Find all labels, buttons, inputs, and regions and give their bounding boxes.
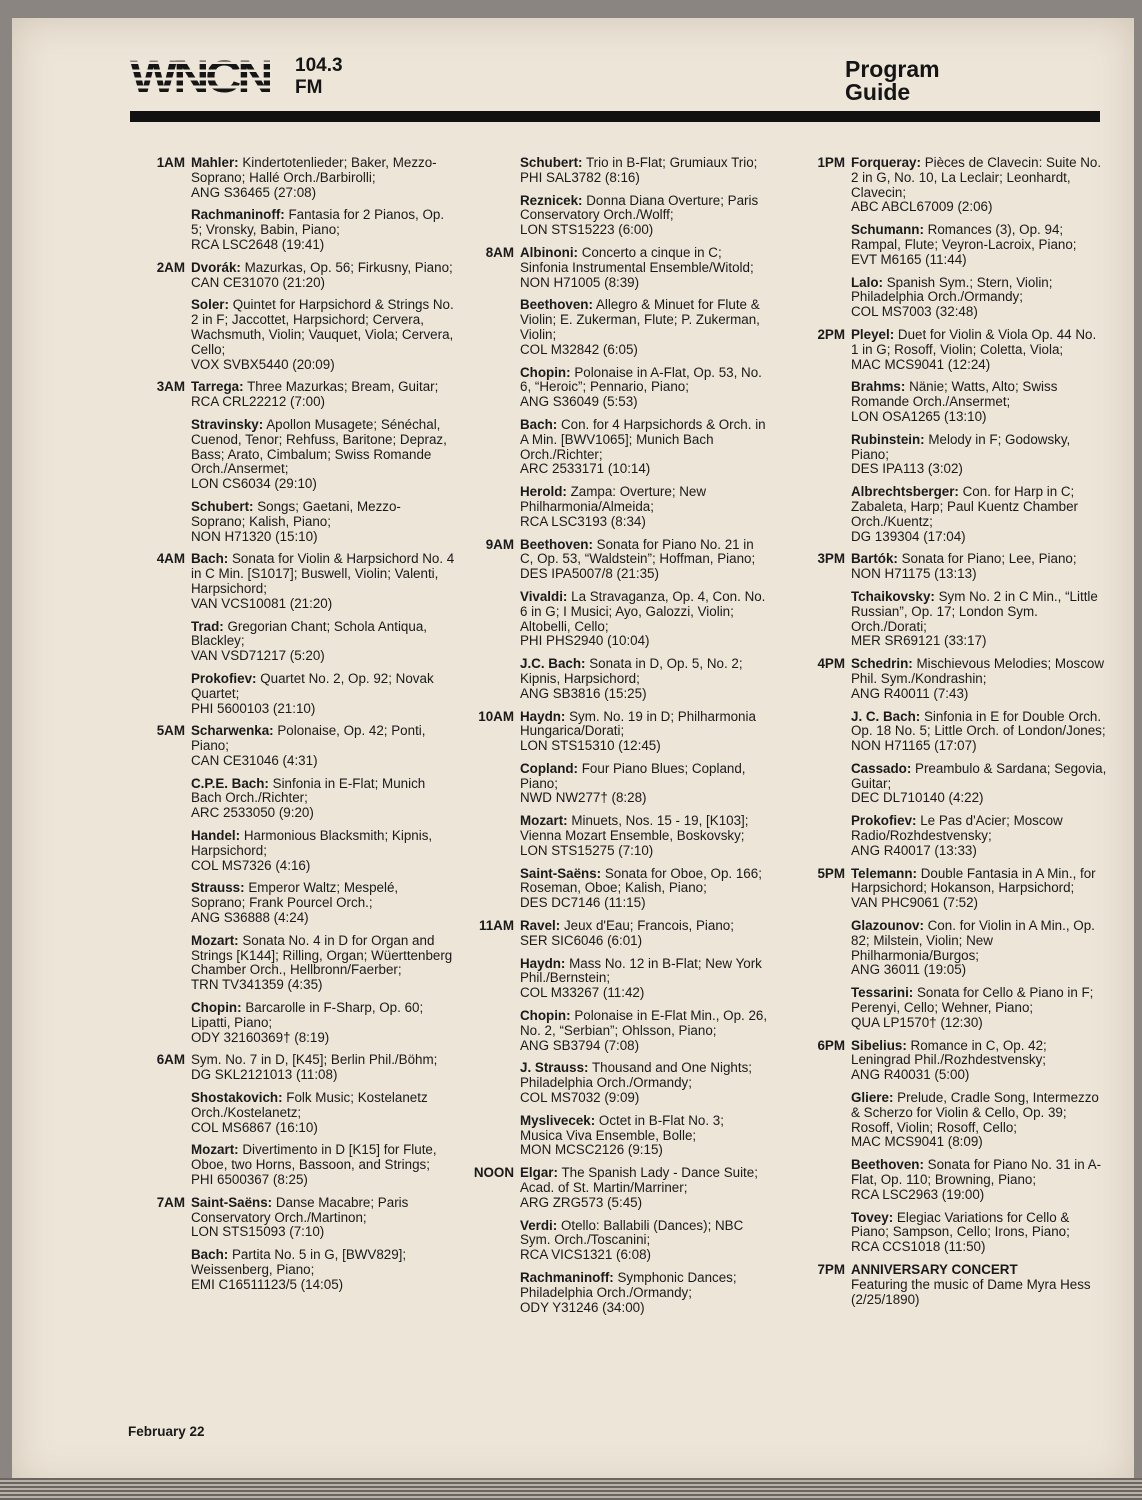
record-label: QUA LP1570† (12:30) bbox=[851, 1014, 983, 1030]
program-entry bbox=[795, 156, 1107, 215]
program-entry bbox=[795, 380, 1107, 424]
record-label: MAC MCS9041 (8:09) bbox=[851, 1134, 983, 1150]
program-entry bbox=[795, 986, 1107, 1030]
work-details: Donna Diana Overture; Paris Conservatory Orch./Wolff; bbox=[520, 192, 759, 223]
program-entry bbox=[135, 1091, 455, 1135]
time-slot: 7PM bbox=[817, 1262, 845, 1277]
time-slot: 4PM bbox=[817, 656, 845, 672]
record-label: ANG SB3816 (15:25) bbox=[520, 685, 647, 701]
time-slot: 4AM bbox=[156, 551, 185, 567]
work-details: Polonaise in A-Flat, Op. 53, No. 6, “Heroic”; Pennario, Piano; bbox=[520, 364, 762, 395]
program-entry bbox=[795, 485, 1107, 544]
work-details: Sinfonia in E for Double Orch. Op. 18 No. 5; Little Orch. of London/Jones; bbox=[851, 708, 1106, 739]
record-label: COL M32842 (6:05) bbox=[520, 341, 638, 357]
composer: J. Strauss: bbox=[520, 1060, 589, 1076]
program-entry bbox=[795, 762, 1107, 806]
composer: ANNIVERSARY CONCERT bbox=[851, 1262, 1018, 1277]
composer: Handel: bbox=[191, 828, 241, 844]
composer: Shostakovich: bbox=[191, 1090, 283, 1106]
record-label: VAN VSD71217 (5:20) bbox=[191, 648, 325, 664]
composer: Elgar: bbox=[520, 1165, 558, 1181]
work-details: Quintet for Harpsichord & Strings No. 2 in F; Jaccottet, Harpsichord; Cervera, Wachsmuth, Violin; Vauquet, Viola; Cervera, Cello; bbox=[191, 297, 454, 357]
work-details: Sonata No. 4 in D for Organ and Strings [K144]; Rilling, Organ; Wüerttenberg Chamber Orch., Hellbronn/Faerber; bbox=[191, 932, 453, 978]
record-label: COL MS7003 (32:48) bbox=[851, 304, 978, 320]
composer: Schubert: bbox=[191, 498, 254, 514]
record-label: LON STS15310 (12:45) bbox=[520, 738, 661, 754]
composer: Beethoven: bbox=[520, 297, 593, 313]
work-details: Sinfonia in E-Flat; Munich Bach Orch./Richter; bbox=[191, 775, 426, 806]
program-entry bbox=[135, 1001, 455, 1045]
time-slot: 3AM bbox=[156, 379, 185, 395]
work-details: Mazurkas, Op. 56; Firkusny, Piano; bbox=[244, 259, 453, 275]
program-entry bbox=[464, 814, 769, 858]
work-details: Featuring the music of Dame Myra Hess (2/25/1890) bbox=[851, 1276, 1091, 1307]
work-details: La Stravaganza, Op. 4, Con. No. 6 in G; I Musici; Ayo, Galozzi, Violin; Altobelli, Cello; bbox=[520, 588, 766, 634]
program-entry bbox=[464, 1114, 769, 1158]
composer: Beethoven: bbox=[520, 536, 593, 552]
program-entry bbox=[464, 762, 769, 806]
composer: Prokofiev: bbox=[191, 670, 257, 686]
record-label: ANG R40011 (7:43) bbox=[851, 685, 969, 701]
record-label: NON H71320 (15:10) bbox=[191, 528, 318, 544]
title-line-2: Guide bbox=[845, 79, 911, 105]
title-line-1: Program bbox=[845, 56, 940, 82]
time-slot: 6PM bbox=[817, 1037, 845, 1053]
program-entry bbox=[464, 657, 769, 701]
time-slot: 6AM bbox=[156, 1052, 185, 1068]
work-details: Sym No. 2 in C Min., “Little Russian”, Op. 17; London Sym. Orch./Dorati; bbox=[851, 588, 1098, 634]
record-label: DES DC7146 (11:15) bbox=[520, 895, 646, 911]
composer: Haydn: bbox=[520, 955, 566, 971]
record-label: CAN CE31070 (21:20) bbox=[191, 274, 325, 290]
time-slot: 2PM bbox=[817, 326, 845, 342]
work-details: Partita No. 5 in G, [BWV829]; Weissenberg, Piano; bbox=[191, 1247, 407, 1277]
composer: Scharwenka: bbox=[191, 723, 274, 739]
composer: Rachmaninoff: bbox=[191, 207, 285, 223]
record-label: ANG 36011 (19:05) bbox=[851, 962, 967, 978]
work-details: Thousand and One Nights; Philadelphia Orch./Ormandy; bbox=[520, 1060, 753, 1091]
work-details: Con. for Harp in C; Zabaleta, Harp; Paul Kuentz Chamber Orch./Kuentz; bbox=[851, 484, 1079, 529]
record-label: RCA CRL22212 (7:00) bbox=[191, 394, 325, 410]
work-details: Sym. No. 19 in D; Philharmonia Hungarica/Dorati; bbox=[520, 708, 756, 739]
work-details: Kindertotenlieder; Baker, Mezzo-Soprano; Hallé Orch./Barbirolli; bbox=[191, 155, 437, 185]
work-details: Preambulo & Sardana; Segovia, Guitar; bbox=[851, 760, 1107, 791]
program-entry bbox=[464, 366, 769, 410]
program-entry bbox=[135, 380, 455, 410]
work-details: Polonaise, Op. 42; Ponti, Piano; bbox=[191, 723, 426, 754]
record-label: RCA LSC2648 (19:41) bbox=[191, 236, 325, 252]
record-label: ARG ZRG573 (5:45) bbox=[520, 1194, 643, 1210]
program-entry bbox=[795, 1263, 1107, 1307]
work-details: Con. for 4 Harpsichords & Orch. in A Min. [BWV1065]; Munich Bach Orch./Richter; bbox=[520, 416, 766, 462]
program-entry bbox=[135, 208, 455, 252]
program-entry bbox=[135, 261, 455, 291]
record-label: DG SKL2121013 (11:08) bbox=[191, 1067, 338, 1083]
program-entry bbox=[135, 552, 455, 611]
composer: Reznicek: bbox=[520, 192, 583, 208]
time-slot: 7AM bbox=[156, 1194, 185, 1210]
record-label: PHI 6500367 (8:25) bbox=[191, 1172, 308, 1188]
work-details: Gregorian Chant; Schola Antiqua, Blackley; bbox=[191, 618, 427, 649]
record-label: ANG R40031 (5:00) bbox=[851, 1067, 970, 1083]
work-details: Sonata for Piano No. 21 in C, Op. 53, “Waldstein”; Hoffman, Piano; bbox=[520, 536, 756, 567]
work-details: Double Fantasia in A Min., for Harpsichord; Hokanson, Harpsichord; bbox=[851, 865, 1096, 896]
record-label: NON H71005 (8:39) bbox=[520, 274, 640, 290]
composer: Verdi: bbox=[520, 1217, 558, 1233]
band: FM bbox=[295, 77, 323, 98]
program-entry bbox=[795, 814, 1107, 858]
record-label: PHI 5600103 (21:10) bbox=[191, 700, 316, 716]
program-entry bbox=[135, 156, 455, 200]
composer: Soler: bbox=[191, 297, 229, 313]
composer: Mozart: bbox=[191, 1142, 239, 1158]
record-label: ABC ABCL67009 (2:06) bbox=[851, 199, 993, 215]
composer: Myslivecek: bbox=[520, 1112, 596, 1128]
work-details: Fantasia for 2 Pianos, Op. 5; Vronsky, Babin, Piano; bbox=[191, 207, 445, 238]
composer: Saint-Saëns: bbox=[191, 1194, 273, 1210]
program-entry bbox=[135, 1248, 455, 1292]
time-slot: 5AM bbox=[156, 723, 185, 739]
record-label: VAN VCS10081 (21:20) bbox=[191, 595, 333, 611]
record-label: LON STS15223 (6:00) bbox=[520, 222, 654, 238]
composer: Rubinstein: bbox=[851, 431, 925, 447]
program-entry bbox=[464, 1219, 769, 1263]
composer: Ravel: bbox=[520, 918, 561, 934]
composer: Brahms: bbox=[851, 379, 906, 395]
composer: Copland: bbox=[520, 760, 579, 776]
work-details: Three Mazurkas; Bream, Guitar; bbox=[247, 379, 439, 395]
page-edge bbox=[0, 1478, 1142, 1500]
work-details: Allegro & Minuet for Flute & Violin; E. Zukerman, Flute; P. Zukerman, Violin; bbox=[520, 297, 760, 342]
composer: Mozart: bbox=[520, 813, 568, 829]
composer: Dvorák: bbox=[191, 259, 241, 275]
work-details: Minuets, Nos. 15 - 19, [K103]; Vienna Mozart Ensemble, Boskovsky; bbox=[520, 813, 749, 844]
work-details: Trio in B-Flat; Grumiaux Trio; bbox=[585, 155, 758, 170]
composer: Schumann: bbox=[851, 222, 924, 238]
record-label: ODY 32160369† (8:19) bbox=[191, 1029, 330, 1045]
record-label: ANG S36465 (27:08) bbox=[191, 184, 317, 200]
work-details: Spanish Sym.; Stern, Violin; Philadelphia Orch./Ormandy; bbox=[851, 274, 1053, 305]
program-entry bbox=[464, 194, 769, 238]
composer: Chopin: bbox=[520, 1008, 571, 1024]
record-label: MAC MCS9041 (12:24) bbox=[851, 356, 991, 372]
program-entry bbox=[795, 657, 1107, 701]
record-label: COL M33267 (11:42) bbox=[520, 985, 645, 1001]
work-details: Con. for Violin in A Min., Op. 82; Milstein, Violin; New Philharmonia/Burgos; bbox=[851, 918, 1095, 963]
page-title bbox=[845, 58, 940, 104]
work-details: Prelude, Cradle Song, Intermezzo & Scherzo for Violin & Cello, Op. 39; Rosoff, Violin; Rosoff, Cello; bbox=[851, 1090, 1099, 1135]
time-slot: 1AM bbox=[156, 155, 185, 170]
time-slot: NOON bbox=[473, 1165, 514, 1181]
composer: Prokofiev: bbox=[851, 813, 917, 829]
time-slot: 10AM bbox=[478, 708, 514, 724]
composer: Chopin: bbox=[191, 1000, 242, 1016]
work-details: Pièces de Clavecin: Suite No. 2 in G, No. 10, La Leclair; Leonhardt, Clavecin; bbox=[851, 155, 1102, 200]
station-logo: WNCN bbox=[130, 51, 270, 102]
program-entry bbox=[464, 485, 769, 529]
record-label: COL MS7032 (9:09) bbox=[520, 1090, 640, 1106]
composer: Cassado: bbox=[851, 760, 912, 776]
time-slot: 5PM bbox=[817, 865, 845, 881]
program-entry bbox=[464, 418, 769, 477]
record-label: ODY Y31246 (34:00) bbox=[520, 1299, 645, 1315]
record-label: MER SR69121 (33:17) bbox=[851, 633, 987, 649]
program-entry bbox=[135, 418, 455, 492]
work-details: Sonata for Piano No. 31 in A-Flat, Op. 110; Browning, Piano; bbox=[851, 1157, 1102, 1188]
time-slot: 1PM bbox=[817, 155, 845, 170]
program-entry bbox=[795, 710, 1107, 754]
header-rule bbox=[130, 111, 1100, 122]
composer: Trad: bbox=[191, 618, 224, 634]
composer: Schubert: bbox=[520, 155, 583, 170]
record-label: NON H71165 (17:07) bbox=[851, 738, 977, 754]
record-label: DES IPA113 (3:02) bbox=[851, 461, 963, 477]
work-details: The Spanish Lady - Dance Suite; Acad. of St. Martin/Marriner; bbox=[520, 1165, 758, 1196]
record-label: RCA CCS1018 (11:50) bbox=[851, 1239, 986, 1255]
work-details: Mischievous Melodies; Moscow Phil. Sym./Kondrashin; bbox=[851, 656, 1105, 686]
work-details: Octet in B-Flat No. 3; Musica Viva Ensemble, Bolle; bbox=[520, 1112, 724, 1143]
composer: Sibelius: bbox=[851, 1037, 907, 1053]
program-entry bbox=[135, 777, 455, 821]
record-label: VOX SVBX5440 (20:09) bbox=[191, 356, 335, 372]
record-label: NON H71175 (13:13) bbox=[851, 566, 977, 582]
record-label: NWD NW277† (8:28) bbox=[520, 790, 647, 806]
composer: J. C. Bach: bbox=[851, 708, 921, 724]
work-details: Danse Macabre; Paris Conservatory Orch./Martinon; bbox=[191, 1194, 409, 1225]
record-label: LON CS6034 (29:10) bbox=[191, 476, 317, 492]
program-entry bbox=[795, 1211, 1107, 1255]
work-details: Zampa: Overture; New Philharmonia/Almeida; bbox=[520, 484, 707, 514]
record-label: COL MS7326 (4:16) bbox=[191, 857, 311, 873]
program-entry bbox=[464, 298, 769, 357]
composer: Forqueray: bbox=[851, 155, 921, 170]
record-label: VAN PHC9061 (7:52) bbox=[851, 895, 979, 911]
composer: Tovey: bbox=[851, 1209, 894, 1225]
composer: Chopin: bbox=[520, 364, 571, 380]
composer: Telemann: bbox=[851, 865, 917, 881]
work-details: Sym. No. 7 in D, [K45]; Berlin Phil./Böhm; bbox=[191, 1052, 438, 1068]
composer: Saint-Saëns: bbox=[520, 865, 602, 881]
work-details: Sonata for Cello & Piano in F; Perenyi, Cello; Wehner, Piano; bbox=[851, 985, 1094, 1016]
program-entry bbox=[795, 433, 1107, 477]
record-label: ARC 2533171 (10:14) bbox=[520, 461, 651, 477]
program-entry bbox=[464, 1166, 769, 1210]
work-details: Mass No. 12 in B-Flat; New York Phil./Bernstein; bbox=[520, 955, 762, 986]
program-entry bbox=[464, 246, 769, 290]
program-entry bbox=[464, 710, 769, 754]
work-details: Sonata for Piano; Lee, Piano; bbox=[901, 551, 1077, 567]
work-details: Apollon Musagete; Sénéchal, Cuenod, Tenor; Rehfuss, Baritone; Depraz, Bass; Arato, Cimbalum; Swiss Romande Orch./Ansermet; bbox=[191, 416, 447, 477]
program-entry bbox=[464, 1061, 769, 1105]
record-label: LON STS15275 (7:10) bbox=[520, 842, 654, 858]
work-details: Duet for Violin & Viola Op. 44 No. 1 in G; Rosoff, Violin; Coletta, Viola; bbox=[851, 326, 1097, 357]
schedule-column-2 bbox=[464, 156, 769, 1323]
work-details: Romances (3), Op. 94; Rampal, Flute; Veyron-Lacroix, Piano; bbox=[851, 222, 1077, 252]
composer: Tarrega: bbox=[191, 379, 244, 395]
composer: Mozart: bbox=[191, 932, 239, 948]
work-details: Sonata in D, Op. 5, No. 2; Kipnis, Harpsichord; bbox=[520, 656, 743, 686]
work-details: Songs; Gaetani, Mezzo-Soprano; Kalish, Piano; bbox=[191, 498, 401, 529]
record-label: ANG S36049 (5:53) bbox=[520, 394, 638, 410]
composer: Rachmaninoff: bbox=[520, 1270, 614, 1285]
schedule-column-1 bbox=[135, 156, 455, 1301]
work-details: Concerto a cinque in C; Sinfonia Instrumental Ensemble/Witold; bbox=[520, 244, 754, 275]
record-label: EMI C16511123/5 (14:05) bbox=[191, 1276, 344, 1292]
work-details: Otello: Ballabili (Dances); NBC Sym. Orch./Toscanini; bbox=[520, 1217, 744, 1248]
program-entry bbox=[135, 724, 455, 768]
composer: Bach: bbox=[191, 1247, 229, 1263]
record-label: LON OSA1265 (13:10) bbox=[851, 408, 987, 424]
program-entry bbox=[464, 1271, 769, 1315]
program-entry bbox=[135, 1143, 455, 1187]
record-label: COL MS6867 (16:10) bbox=[191, 1119, 318, 1135]
time-slot: 8AM bbox=[485, 244, 514, 260]
work-details: Romance in C, Op. 42; Leningrad Phil./Rozhdestvensky; bbox=[851, 1037, 1047, 1068]
program-entry bbox=[464, 919, 769, 949]
masthead bbox=[130, 50, 1100, 110]
work-details: Folk Music; Kostelanetz Orch./Kostelanetz; bbox=[191, 1090, 428, 1120]
time-slot: 11AM bbox=[479, 918, 514, 934]
record-label: ANG S36888 (4:24) bbox=[191, 910, 309, 926]
record-label: EVT M6165 (11:44) bbox=[851, 251, 967, 267]
program-entry bbox=[795, 1158, 1107, 1202]
composer: Vivaldi: bbox=[520, 588, 568, 604]
work-details: Elegiac Variations for Cello & Piano; Sampson, Cello; Irons, Piano; bbox=[851, 1209, 1070, 1240]
composer: Glazounov: bbox=[851, 918, 924, 934]
record-label: MON MCSC2126 (9:15) bbox=[520, 1142, 663, 1158]
program-entry bbox=[135, 620, 455, 664]
program-entry bbox=[795, 919, 1107, 978]
program-entry bbox=[795, 1091, 1107, 1150]
program-entry bbox=[795, 590, 1107, 649]
composer: Lalo: bbox=[851, 274, 883, 290]
record-label: SER SIC6046 (6:01) bbox=[520, 932, 643, 948]
record-label: ANG SB3794 (7:08) bbox=[520, 1037, 640, 1053]
record-label: DG 139304 (17:04) bbox=[851, 528, 966, 544]
work-details: Jeux d'Eau; Francois, Piano; bbox=[563, 918, 734, 934]
program-entry bbox=[795, 328, 1107, 372]
program-entry bbox=[795, 867, 1107, 911]
program-entry bbox=[464, 957, 769, 1001]
program-entry bbox=[464, 1009, 769, 1053]
record-label: ARC 2533050 (9:20) bbox=[191, 805, 314, 821]
record-label: DES IPA5007/8 (21:35) bbox=[520, 566, 659, 582]
program-entry bbox=[795, 552, 1107, 582]
composer: C.P.E. Bach: bbox=[191, 775, 269, 791]
record-label: RCA VICS1321 (6:08) bbox=[520, 1247, 651, 1263]
work-details: Harmonious Blacksmith; Kipnis, Harpsichord; bbox=[191, 828, 433, 858]
composer: Gliere: bbox=[851, 1090, 894, 1106]
program-entry bbox=[795, 223, 1107, 267]
program-entry bbox=[135, 934, 455, 993]
program-entry bbox=[135, 500, 455, 544]
program-entry bbox=[135, 672, 455, 716]
work-details: Sonata for Violin & Harpsichord No. 4 in C Min. [S1017]; Buswell, Violin; Valenti, Harpsichord; bbox=[191, 551, 455, 596]
composer: Beethoven: bbox=[851, 1157, 924, 1173]
composer: Tessarini: bbox=[851, 985, 914, 1001]
program-entry bbox=[135, 829, 455, 873]
composer: Albrechtsberger: bbox=[851, 484, 959, 500]
work-details: Symphonic Dances; Philadelphia Orch./Ormandy; bbox=[520, 1270, 737, 1300]
program-entry bbox=[795, 1039, 1107, 1083]
record-label: PHI PHS2940 (10:04) bbox=[520, 633, 650, 649]
time-slot: 3PM bbox=[817, 551, 845, 567]
work-details: Nänie; Watts, Alto; Swiss Romande Orch./Ansermet; bbox=[851, 379, 1058, 410]
composer: Schedrin: bbox=[851, 656, 913, 672]
composer: Stravinsky: bbox=[191, 416, 264, 432]
program-entry bbox=[135, 298, 455, 372]
work-details: Four Piano Blues; Copland, Piano; bbox=[520, 760, 746, 791]
program-entry bbox=[135, 1196, 455, 1240]
record-label: LON STS15093 (7:10) bbox=[191, 1224, 325, 1240]
composer: Bach: bbox=[191, 551, 229, 567]
record-label: RCA LSC3193 (8:34) bbox=[520, 513, 646, 529]
time-slot: 2AM bbox=[156, 259, 185, 275]
time-slot: 9AM bbox=[485, 536, 514, 552]
work-details: Divertimento in D [K15] for Flute, Oboe, two Horns, Bassoon, and Strings; bbox=[191, 1142, 437, 1173]
work-details: Emperor Waltz; Mespelé, Soprano; Frank Pourcel Orch.; bbox=[191, 880, 399, 911]
program-entry bbox=[464, 156, 769, 186]
composer: Tchaikovsky: bbox=[851, 588, 935, 604]
work-details: Melody in F; Godowsky, Piano; bbox=[851, 431, 1071, 462]
composer: Bartók: bbox=[851, 551, 898, 567]
frequency: 104.3 bbox=[295, 55, 343, 76]
composer: Mahler: bbox=[191, 155, 239, 170]
work-details: Quartet No. 2, Op. 92; Novak Quartet; bbox=[191, 670, 434, 701]
record-label: DEC DL710140 (4:22) bbox=[851, 790, 984, 806]
program-entry bbox=[464, 538, 769, 582]
program-entry bbox=[135, 881, 455, 925]
program-entry bbox=[464, 867, 769, 911]
composer: Strauss: bbox=[191, 880, 245, 896]
work-details: Sonata for Oboe, Op. 166; Roseman, Oboe; Kalish, Piano; bbox=[520, 865, 762, 896]
composer: Bach: bbox=[520, 416, 558, 432]
page-date: February 22 bbox=[128, 1424, 205, 1439]
composer: Herold: bbox=[520, 484, 567, 500]
work-details: Le Pas d'Acier; Moscow Radio/Rozhdestvensky; bbox=[851, 813, 1063, 844]
record-label: ANG R40017 (13:33) bbox=[851, 842, 977, 858]
work-details: Barcarolle in F-Sharp, Op. 60; Lipatti, Piano; bbox=[191, 1000, 424, 1030]
composer: Albinoni: bbox=[520, 244, 579, 260]
composer: Haydn: bbox=[520, 708, 566, 724]
program-entry bbox=[464, 590, 769, 649]
work-details: Polonaise in E-Flat Min., Op. 26, No. 2, “Serbian”; Ohlsson, Piano; bbox=[520, 1008, 768, 1038]
record-label: CAN CE31046 (4:31) bbox=[191, 752, 318, 768]
record-label: TRN TV341359 (4:35) bbox=[191, 977, 323, 993]
program-entry bbox=[135, 1053, 455, 1083]
schedule-column-3 bbox=[795, 156, 1107, 1315]
record-label: PHI SAL3782 (8:16) bbox=[520, 169, 640, 185]
program-entry bbox=[795, 276, 1107, 320]
record-label: RCA LSC2963 (19:00) bbox=[851, 1186, 985, 1202]
composer: J.C. Bach: bbox=[520, 656, 586, 672]
composer: Pleyel: bbox=[851, 326, 895, 342]
